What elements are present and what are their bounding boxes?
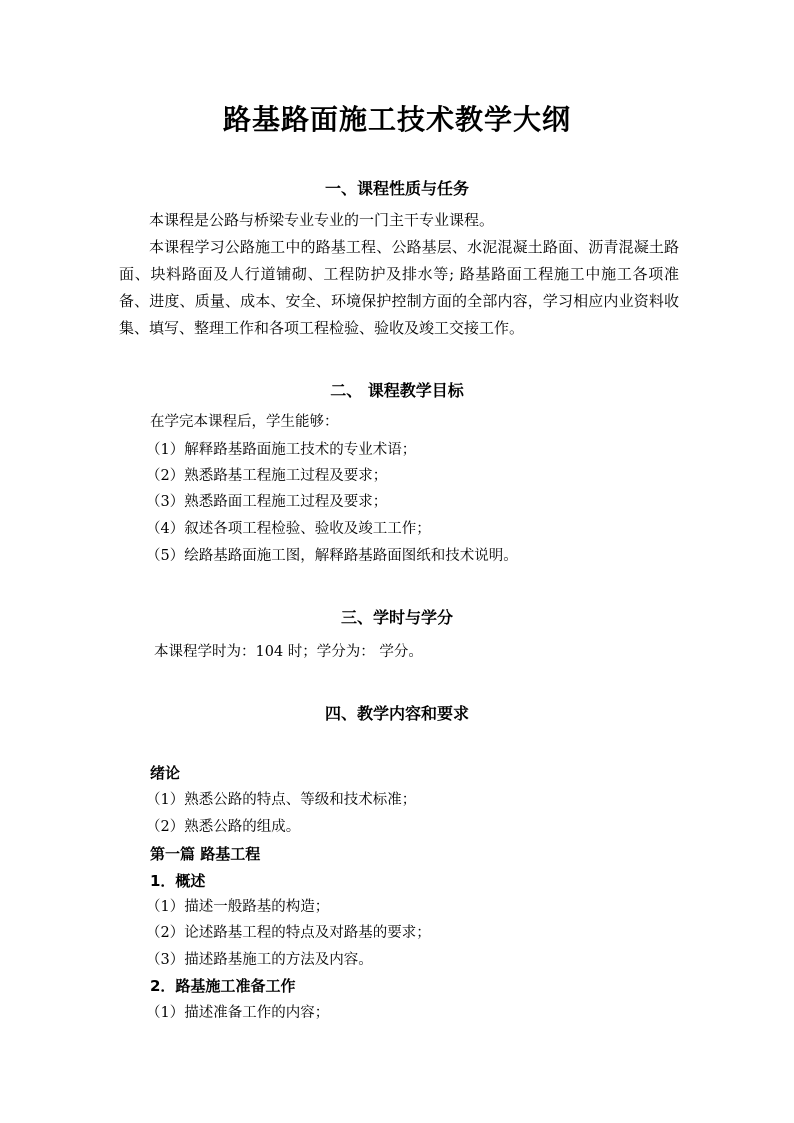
intro-item-2: （2）熟悉公路的组成。 (146, 819, 301, 835)
chapter-1-item-3: （3）描述路基施工的方法及内容。 (146, 952, 373, 968)
chapter-1-item-1: （1）描述一般路基的构造； (146, 899, 330, 915)
chapter-2-item-1: （1）描述准备工作的内容； (146, 1005, 330, 1021)
goal-item-3: （3）熟悉路面工程施工过程及要求； (146, 494, 388, 510)
chapter-1-item-2: （2）论述路基工程的特点及对路基的要求； (146, 925, 431, 941)
section-1-paragraph-1: 本课程是公路与桥梁专业专业的一门主干专业课程。 (149, 211, 495, 229)
section-1-heading: 一、课程性质与任务 (324, 179, 469, 198)
goal-item-4: （4）叙述各项工程检验、验收及竣工工作； (146, 521, 431, 537)
section-2-intro: 在学完本课程后，学生能够： (150, 414, 339, 430)
chapter-1-title: 1．概述 (150, 872, 206, 890)
section-3-heading: 三、学时与学分 (340, 608, 453, 627)
credit-hours-text: 本课程学时为：104 时；学分为： 学分。 (154, 644, 423, 660)
part-1-title: 第一篇 路基工程 (150, 845, 261, 863)
document-title: 路基路面施工技术教学大纲 (222, 103, 571, 136)
goal-item-5: （5）绘路基路面施工图，解释路基路面图纸和技术说明。 (146, 548, 518, 564)
intro-title: 绪论 (150, 764, 181, 782)
goal-item-2: （2）熟悉路基工程施工过程及要求； (146, 468, 388, 484)
goal-item-1: （1）解释路基路面施工技术的专业术语； (146, 442, 417, 458)
section-1-paragraph-2: 本课程学习公路施工中的路基工程、公路基层、水泥混凝土路面、沥青混凝土路面、块料路面及人行道铺砌、工程防护及排水等; 路基路面工程施工中施工各项准备、进度、质量、成本、安全、环境保护控制方面的全部内容，学习相应内业资料收集、填写、整理工作和各项工程检验、验收及竣工交接工作。 (119, 238, 679, 337)
section-2-heading: 二、 课程教学目标 (330, 381, 464, 400)
intro-item-1: （1）熟悉公路的特点、等级和技术标准； (146, 792, 417, 808)
chapter-2-title: 2．路基施工准备工作 (150, 977, 296, 995)
section-4-heading: 四、教学内容和要求 (324, 704, 469, 723)
